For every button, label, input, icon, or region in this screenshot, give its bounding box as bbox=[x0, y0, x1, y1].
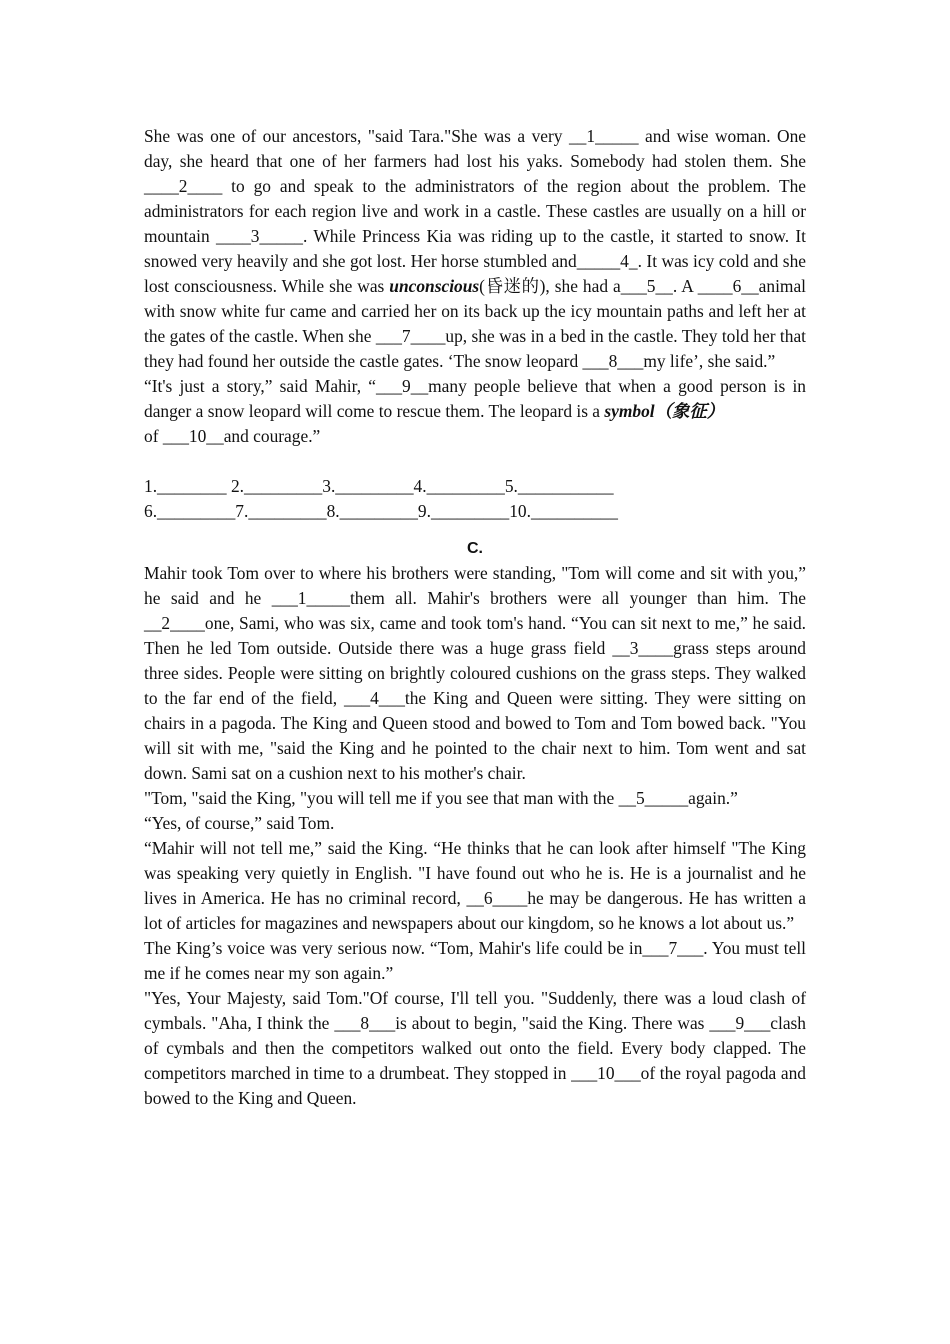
passage-c-paragraph-4: “Mahir will not tell me,” said the King. “He thinks that he can look after himself "The King was speaking very quietly in English. "I have found out who he is. He is a journalist and he lives in America. He has no criminal record, __6____he may be dangerous. He has written a lot of articles for magazines and newspapers about our kingdom, so he knows a lot about us.” bbox=[144, 838, 806, 933]
passage-b-text: (昏迷的), she had a___5__. A ____6__animal with snow white fur came and carried her on its back up the icy mountain paths and left her at the gates of the castle. When she ___7____up, she was in a bed in the castle. They told her that they had found her outside the castle gates. ‘The snow leopard ___8___my life’, she said.” bbox=[144, 276, 806, 371]
passage-b-paragraph-2 bbox=[144, 374, 806, 449]
vocab-term-unconscious: unconscious bbox=[389, 276, 480, 296]
passage-c-paragraph-3: “Yes, of course,” said Tom. bbox=[144, 813, 335, 833]
passage-c-paragraph-2: "Tom, "said the King, "you will tell me if you see that man with the __5_____again.” bbox=[144, 788, 738, 808]
passage-b-text: of ___10__and courage.” bbox=[144, 426, 321, 446]
passage-b-text: She was one of our ancestors, "said Tara."She was a very __1_____ and wise woman. One day, she heard that one of her farmers had lost his yaks. Somebody had stolen them. She ____2____ to go and speak to the administrators of the region about the problem. The administrators for each region live and work in a castle. These castles are usually on a hill or mountain ____3_____. While Princess Kia was riding up to the castle, it started to snow. It snowed very heavily and she got lost. Her horse stumbled and_____4_. It was icy cold and she lost consciousness. While she was bbox=[144, 126, 806, 296]
vocab-term-symbol: symbol（象征） bbox=[604, 401, 725, 421]
spacer bbox=[144, 449, 806, 474]
passage-b-paragraph-1 bbox=[144, 124, 806, 374]
passage-c-paragraph-1: Mahir took Tom over to where his brothers were standing, "Tom will come and sit with you,” he said and he ___1_____them all. Mahir's brothers were all younger than him. The __2____one, Sami, who was six, came and took tom's hand. “You can sit next to me,” he said. Then he led Tom outside. Outside there was a huge grass field __3____grass steps around three sides. People were sitting on brightly coloured cushions on the grass steps. They walked to the far end of the field, ___4___the King and Queen were sitting. They were sitting on chairs in a pagoda. The King and Queen stood and bowed to Tom and Tom bowed back. "You will sit with me, "said the King and he pointed to the chair next to him. Tom went and sat down. Sami sat on a cushion next to his mother's chair. bbox=[144, 563, 806, 783]
passage-c-paragraph-5: The King’s voice was very serious now. “Tom, Mahir's life could be in___7___. You must tell me if he comes near my son again.” bbox=[144, 938, 806, 983]
answer-blanks-row-2: 6._________7._________8._________9._________10.__________ bbox=[144, 501, 618, 521]
answer-blanks-row-1: 1.________ 2._________3._________4._________5.___________ bbox=[144, 476, 614, 496]
document-page bbox=[144, 124, 806, 1111]
passage-b-text: “It's just a story,” said Mahir, “___9__many people believe that when a good person is in danger a snow leopard will come to rescue them. The leopard is a bbox=[144, 376, 806, 421]
passage-c-paragraph-6: "Yes, Your Majesty, said Tom."Of course, I'll tell you. "Suddenly, there was a loud clash of cymbals. "Aha, I think the ___8___is about to begin, "said the King. There was ___9___clash of cymbals and then the competitors walked out onto the field. Every body clapped. The competitors marched in time to a drumbeat. They stopped in ___10___of the royal pagoda and bowed to the King and Queen. bbox=[144, 988, 806, 1108]
section-heading: C. bbox=[467, 540, 483, 557]
